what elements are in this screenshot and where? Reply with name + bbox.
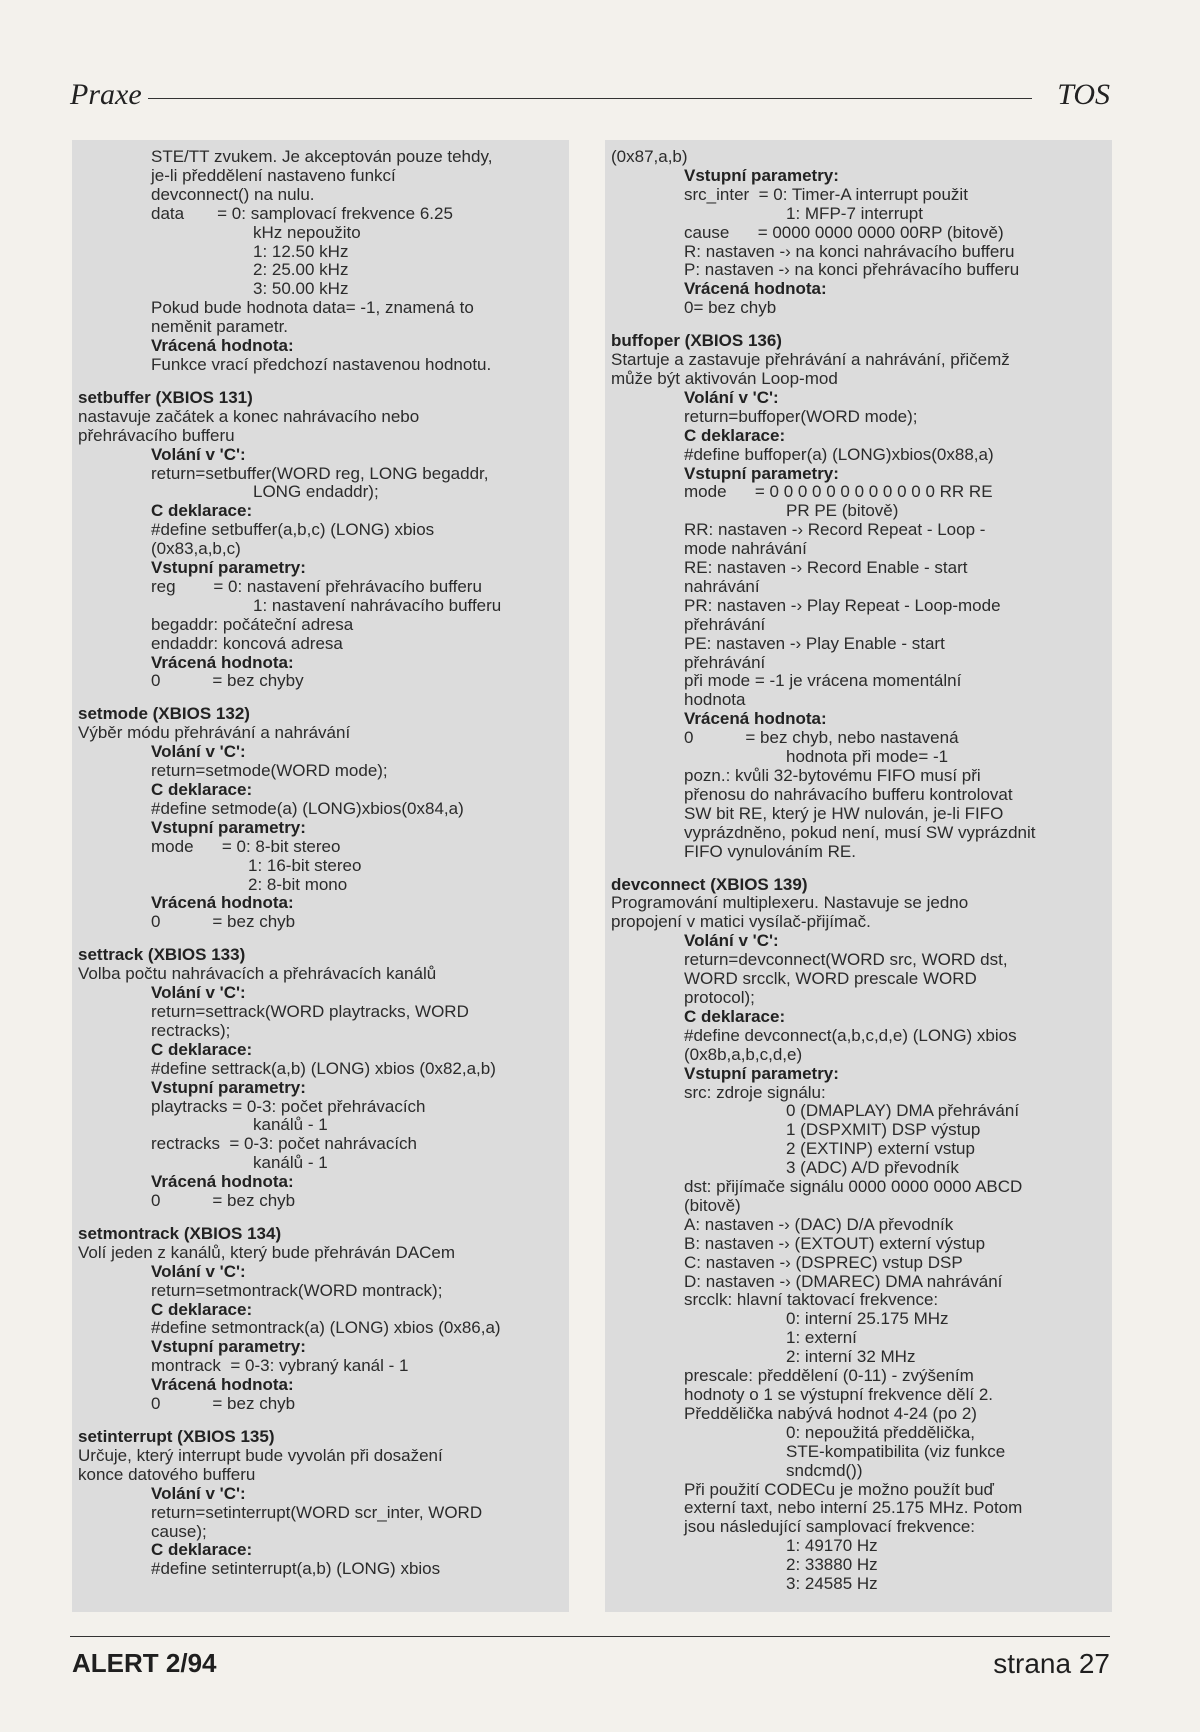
text-line: hodnota při mode= -1 bbox=[786, 747, 949, 767]
left-column bbox=[72, 140, 569, 1612]
entry-title: setbuffer (XBIOS 131) bbox=[78, 387, 253, 407]
return-value-label: Vrácená hodnota: bbox=[151, 652, 294, 672]
parameters-label: Vstupní parametry: bbox=[151, 817, 306, 837]
text-line: PE: nastaven -› Play Enable - start bbox=[684, 633, 945, 653]
text-line: P: nastaven -› na konci přehrávacího bufferu bbox=[684, 260, 1020, 280]
text-line: 2 (EXTINP) externí vstup bbox=[786, 1139, 975, 1159]
text-line: mode nahrávání bbox=[684, 539, 807, 559]
text-line: RE: nastaven -› Record Enable - start bbox=[684, 558, 968, 578]
text-line: PR PE (bitově) bbox=[786, 501, 899, 521]
text-line: src: zdroje signálu: bbox=[684, 1082, 826, 1102]
text-line: přehrávání bbox=[684, 652, 766, 672]
text-line: jsou následující samplovací frekvence: bbox=[684, 1517, 976, 1537]
text-line: R: nastaven -› na konci nahrávacího bufferu bbox=[684, 241, 1015, 261]
text-line: RR: nastaven -› Record Repeat - Loop - bbox=[684, 520, 986, 540]
intro-entry bbox=[78, 148, 561, 375]
devconnect-entry bbox=[611, 876, 1104, 1594]
parameters-label: Vstupní parametry: bbox=[151, 558, 306, 578]
call-label: Volání v 'C': bbox=[151, 1261, 246, 1281]
text-line: STE/TT zvukem. Je akceptován pouze tehdy, bbox=[151, 147, 493, 166]
text-line: C: nastaven -› (DSPREC) vstup DSP bbox=[684, 1252, 963, 1272]
settrack-entry bbox=[78, 946, 561, 1211]
text-line: src_inter = 0: Timer-A interrupt použit bbox=[684, 184, 968, 204]
footer-rule bbox=[70, 1636, 1110, 1637]
entry-title: setmode (XBIOS 132) bbox=[78, 704, 250, 724]
declaration-label: C deklarace: bbox=[151, 780, 253, 799]
text-line: cause); bbox=[151, 1521, 207, 1541]
text-line: Předdělička nabývá hodnot 4-24 (po 2) bbox=[684, 1403, 977, 1423]
text-line: neměnit parametr. bbox=[151, 317, 289, 337]
text-line: kanálů - 1 bbox=[253, 1115, 328, 1135]
text-line: 0= bez chyb bbox=[684, 298, 777, 318]
text-line: je-li předdělení nastaveno funkcí bbox=[151, 165, 396, 185]
call-label: Volání v 'C': bbox=[151, 444, 246, 464]
text-line: return=devconnect(WORD src, WORD dst, bbox=[684, 950, 1008, 970]
text-line: 1: 49170 Hz bbox=[786, 1536, 878, 1556]
header-rule bbox=[148, 98, 1032, 99]
text-line: #define setmode(a) (LONG)xbios(0x84,a) bbox=[151, 798, 464, 818]
parameters-label: Vstupní parametry: bbox=[684, 1063, 839, 1083]
text-line: return=setbuffer(WORD reg, LONG begaddr, bbox=[151, 463, 489, 483]
text-line: rectracks = 0-3: počet nahrávacích bbox=[151, 1134, 417, 1154]
text-line: #define setmontrack(a) (LONG) xbios (0x86,a) bbox=[151, 1318, 501, 1338]
call-label: Volání v 'C': bbox=[684, 387, 779, 407]
text-line: Startuje a zastavuje přehrávání a nahrávání, přičemž bbox=[611, 350, 1010, 370]
text-line: Funkce vrací předchozí nastavenou hodnotu. bbox=[151, 354, 492, 374]
text-line: protocol); bbox=[684, 987, 755, 1007]
text-line: D: nastaven -› (DMAREC) DMA nahrávání bbox=[684, 1271, 1003, 1291]
text-line: externí taxt, nebo interní 25.175 MHz. Potom bbox=[684, 1498, 1023, 1518]
text-line: nahrávání bbox=[684, 576, 760, 596]
text-line: endaddr: koncová adresa bbox=[151, 633, 343, 653]
text-line: 2: 8-bit mono bbox=[248, 874, 348, 894]
entry-title: settrack (XBIOS 133) bbox=[78, 945, 246, 965]
declaration-label: C deklarace: bbox=[151, 1540, 253, 1560]
text-line: Volba počtu nahrávacích a přehrávacích kanálů bbox=[78, 964, 437, 984]
text-line: begaddr: počáteční adresa bbox=[151, 614, 354, 634]
text-line: 0: interní 25.175 MHz bbox=[786, 1309, 949, 1329]
text-line: kHz nepoužito bbox=[253, 222, 361, 242]
entry-title: setinterrupt (XBIOS 135) bbox=[78, 1427, 275, 1446]
text-line: 0 = bez chyb, nebo nastavená bbox=[684, 728, 959, 748]
text-line: A: nastaven -› (DAC) D/A převodník bbox=[684, 1214, 954, 1234]
text-line: PR: nastaven -› Play Repeat - Loop-mode bbox=[684, 595, 1001, 615]
text-line: hodnota bbox=[684, 690, 746, 710]
magazine-issue: ALERT 2/94 bbox=[72, 1648, 217, 1678]
setinterrupt-entry bbox=[78, 1428, 561, 1579]
text-line: nastavuje začátek a konec nahrávacího nebo bbox=[78, 406, 420, 426]
text-line: LONG endaddr); bbox=[253, 482, 379, 502]
return-value-label: Vrácená hodnota: bbox=[684, 279, 827, 299]
text-line: #define settrack(a,b) (LONG) xbios (0x82,a,b) bbox=[151, 1058, 496, 1078]
entry-title: devconnect (XBIOS 139) bbox=[611, 874, 808, 894]
text-line: pozn.: kvůli 32-bytovému FIFO musí při bbox=[684, 766, 981, 785]
text-line: dst: přijímače signálu 0000 0000 0000 ABCD bbox=[684, 1177, 1023, 1197]
call-label: Volání v 'C': bbox=[151, 742, 246, 762]
text-line: data = 0: samplovací frekvence 6.25 bbox=[151, 203, 453, 223]
text-line: sndcmd()) bbox=[786, 1460, 863, 1480]
text-line: prescale: předdělení (0-11) - zvýšením bbox=[684, 1366, 974, 1386]
text-line: 3: 24585 Hz bbox=[786, 1574, 878, 1594]
text-line: return=setmode(WORD mode); bbox=[151, 761, 388, 781]
text-line: přehrávacího bufferu bbox=[78, 425, 235, 445]
parameters-label: Vstupní parametry: bbox=[684, 165, 839, 185]
text-line: return=setinterrupt(WORD scr_inter, WORD bbox=[151, 1502, 483, 1522]
text-line: 1: 16-bit stereo bbox=[248, 855, 362, 875]
text-line: #define devconnect(a,b,c,d,e) (LONG) xbios bbox=[684, 1025, 1017, 1045]
text-line: srcclk: hlavní taktovací frekvence: bbox=[684, 1290, 939, 1310]
text-line: 0 = bez chyby bbox=[151, 671, 304, 691]
setbuffer-entry bbox=[78, 389, 561, 692]
text-line: Programování multiplexeru. Nastavuje se jedno bbox=[611, 893, 969, 913]
text-line: přehrávání bbox=[684, 614, 766, 634]
text-line: reg = 0: nastavení přehrávacího bufferu bbox=[151, 576, 482, 596]
setmontrack-entry bbox=[78, 1225, 561, 1414]
text-line: může být aktivován Loop-mod bbox=[611, 368, 838, 388]
text-line: montrack = 0-3: vybraný kanál - 1 bbox=[151, 1356, 409, 1376]
text-line: Výběr módu přehrávání a nahrávání bbox=[78, 723, 351, 743]
text-line: WORD srcclk, WORD prescale WORD bbox=[684, 969, 977, 989]
text-line: 0: nepoužitá předdělička, bbox=[786, 1422, 976, 1442]
text-line: hodnoty o 1 se výstupní frekvence dělí 2. bbox=[684, 1385, 994, 1404]
text-line: cause = 0000 0000 0000 00RP (bitově) bbox=[684, 222, 1004, 242]
setinterrupt-continuation bbox=[611, 148, 1104, 318]
text-line: přenosu do nahrávacího bufferu kontrolovat bbox=[684, 784, 1013, 804]
declaration-label: C deklarace: bbox=[684, 1006, 786, 1026]
text-line: mode = 0: 8-bit stereo bbox=[151, 836, 341, 856]
text-line: B: nastaven -› (EXTOUT) externí výstup bbox=[684, 1233, 986, 1253]
text-line: 2: interní 32 MHz bbox=[786, 1347, 916, 1367]
text-line: 1: 12.50 kHz bbox=[253, 241, 349, 261]
entry-title: setmontrack (XBIOS 134) bbox=[78, 1223, 282, 1243]
text-line: Určuje, který interrupt bude vyvolán při dosažení bbox=[78, 1445, 443, 1465]
text-line: #define buffoper(a) (LONG)xbios(0x88,a) bbox=[684, 444, 994, 464]
text-line: 0 = bez chyb bbox=[151, 1394, 296, 1414]
text-line: return=settrack(WORD playtracks, WORD bbox=[151, 1001, 469, 1021]
parameters-label: Vstupní parametry: bbox=[151, 1077, 306, 1097]
text-line: return=setmontrack(WORD montrack); bbox=[151, 1280, 443, 1300]
text-line: 2: 33880 Hz bbox=[786, 1555, 878, 1575]
text-line: 0 (DMAPLAY) DMA přehrávání bbox=[786, 1101, 1020, 1121]
text-line: (0x87,a,b) bbox=[611, 147, 688, 166]
call-label: Volání v 'C': bbox=[151, 1483, 246, 1503]
text-line: playtracks = 0-3: počet přehrávacích bbox=[151, 1096, 426, 1116]
text-line: Volí jeden z kanálů, který bude přehráván DACem bbox=[78, 1242, 456, 1262]
text-line: 1: externí bbox=[786, 1328, 857, 1348]
text-line: Při použití CODECu je možno použít buď bbox=[684, 1479, 994, 1499]
text-line: 0 = bez chyb bbox=[151, 1191, 296, 1211]
text-line: 1: MFP-7 interrupt bbox=[786, 203, 923, 223]
return-value-label: Vrácená hodnota: bbox=[151, 893, 294, 913]
page-number: strana 27 bbox=[993, 1648, 1110, 1679]
return-value-label: Vrácená hodnota: bbox=[151, 1375, 294, 1395]
text-line: 1 (DSPXMIT) DSP výstup bbox=[786, 1120, 981, 1140]
text-line: mode = 0 0 0 0 0 0 0 0 0 0 0 0 RR RE bbox=[684, 482, 993, 502]
running-header bbox=[70, 78, 1110, 118]
topic-label: TOS bbox=[1057, 78, 1110, 111]
text-line: propojení v matici vysílač-přijímač. bbox=[611, 912, 871, 932]
setmode-entry bbox=[78, 705, 561, 932]
call-label: Volání v 'C': bbox=[151, 983, 246, 1003]
right-column bbox=[605, 140, 1112, 1612]
text-line: FIFO vynulováním RE. bbox=[684, 841, 856, 861]
return-value-label: Vrácená hodnota: bbox=[684, 709, 827, 729]
text-line: SW bit RE, který je HW nulován, je-li FIFO bbox=[684, 803, 1004, 823]
text-line: #define setbuffer(a,b,c) (LONG) xbios bbox=[151, 520, 435, 540]
text-line: Pokud bude hodnota data= -1, znamená to bbox=[151, 298, 474, 318]
declaration-label: C deklarace: bbox=[151, 1039, 253, 1059]
text-line: #define setinterrupt(a,b) (LONG) xbios bbox=[151, 1559, 441, 1579]
text-line: (0x8b,a,b,c,d,e) bbox=[684, 1044, 803, 1064]
text-line: (bitově) bbox=[684, 1195, 741, 1215]
text-line: 3 (ADC) A/D převodník bbox=[786, 1158, 959, 1178]
section-label: Praxe bbox=[70, 78, 142, 111]
entry-title: buffoper (XBIOS 136) bbox=[611, 331, 782, 351]
call-label: Volání v 'C': bbox=[684, 931, 779, 951]
return-value-label: Vrácená hodnota: bbox=[151, 336, 294, 356]
text-line: (0x83,a,b,c) bbox=[151, 539, 241, 559]
declaration-label: C deklarace: bbox=[151, 1299, 253, 1319]
text-line: rectracks); bbox=[151, 1020, 231, 1040]
text-line: 1: nastavení nahrávacího bufferu bbox=[253, 595, 502, 615]
return-value-label: Vrácená hodnota: bbox=[151, 1172, 294, 1192]
parameters-label: Vstupní parametry: bbox=[684, 463, 839, 483]
parameters-label: Vstupní parametry: bbox=[151, 1337, 306, 1357]
text-line: při mode = -1 je vrácena momentální bbox=[684, 671, 962, 691]
text-line: 2: 25.00 kHz bbox=[253, 260, 349, 280]
text-line: konce datového bufferu bbox=[78, 1464, 256, 1484]
declaration-label: C deklarace: bbox=[684, 425, 786, 445]
text-line: 0 = bez chyb bbox=[151, 912, 296, 932]
text-line: kanálů - 1 bbox=[253, 1153, 328, 1173]
text-line: return=buffoper(WORD mode); bbox=[684, 406, 918, 426]
text-line: STE-kompatibilita (viz funkce bbox=[786, 1441, 1006, 1461]
text-line: vyprázdněno, pokud není, musí SW vyprázdnit bbox=[684, 822, 1036, 842]
text-line: devconnect() na nulu. bbox=[151, 184, 315, 204]
buffoper-entry bbox=[611, 332, 1104, 861]
text-line: 3: 50.00 kHz bbox=[253, 279, 349, 299]
declaration-label: C deklarace: bbox=[151, 501, 253, 521]
